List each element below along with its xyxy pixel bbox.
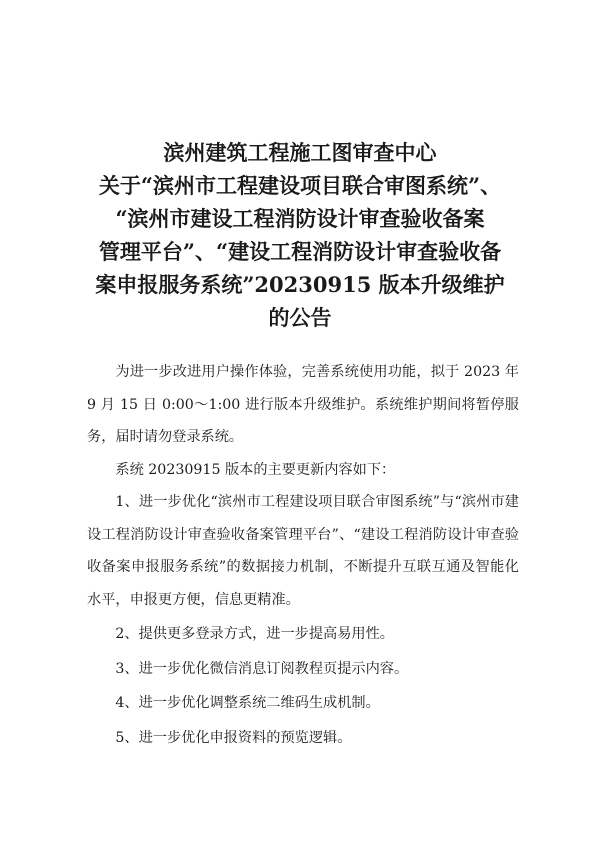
- update-item-1: 1、进一步优化“滨州市工程建设项目联合审图系统”与“滨州市建设工程消防设计审查验收备案管理平台”、“建设工程消防设计审查验收备案申报服务系统”的数据接力机制，不断提升互联互通及智能化水平，申报更方便，信息更精准。: [87, 494, 519, 608]
- title-line: 案申报服务系统”20230915 版本升级维护: [95, 272, 505, 297]
- updates-heading: 系统 20230915 版本的主要更新内容如下：: [115, 461, 396, 478]
- title-line: “滨州市建设工程消防设计审查验收备案: [115, 206, 485, 231]
- announcement-title: [80, 136, 520, 334]
- title-line: 滨州建筑工程施工图审查中心: [163, 140, 437, 165]
- title-line: 管理平台”、“建设工程消防设计审查验收备: [98, 239, 502, 264]
- update-item-4: 4、进一步优化调整系统二维码生成机制。: [115, 695, 380, 711]
- update-item-2: 2、提供更多登录方式，进一步提高易用性。: [115, 626, 394, 642]
- title-line: 的公告: [268, 305, 332, 330]
- title-line: 关于“滨州市工程建设项目联合审图系统”、: [98, 173, 502, 198]
- announcement-body: [87, 356, 519, 754]
- update-item-3: 3、进一步优化微信消息订阅教程页提示内容。: [115, 660, 409, 677]
- update-item-5: 5、进一步优化申报资料的预览逻辑。: [115, 729, 352, 746]
- intro-paragraph: 为进一步改进用户操作体验，完善系统使用功能，拟于 2023 年 9 月 15 日 0:00～1:00 进行版本升级维护。系统维护期间将暂停服务，届时请勿登录系统。: [87, 364, 519, 445]
